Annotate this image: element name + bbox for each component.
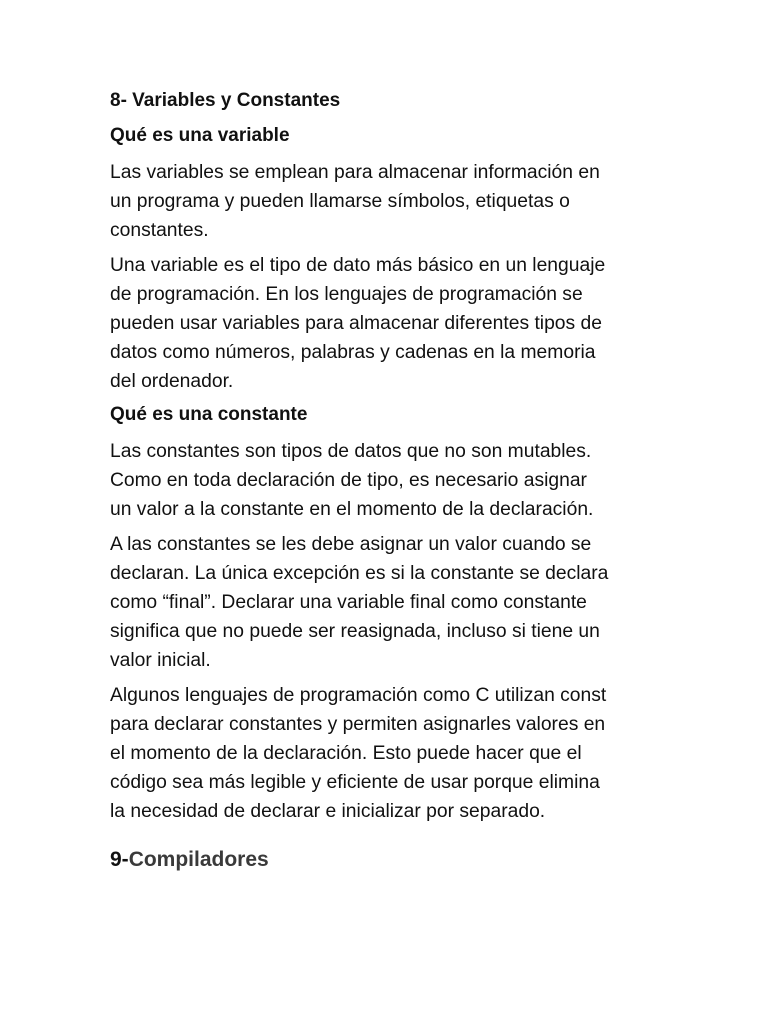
document-page [110, 88, 670, 874]
paragraph-line: Como en toda declaración de tipo, es necesario asignar [110, 470, 587, 491]
paragraph-line: para declarar constantes y permiten asignarles valores en [110, 714, 606, 735]
paragraph-line: un programa y pueden llamarse símbolos, etiquetas o [110, 191, 570, 212]
subheading-que-es-constante: Qué es una constante [110, 404, 308, 425]
paragraph-line: la necesidad de declarar e inicializar por separado. [110, 801, 546, 822]
paragraph-constante-3 [110, 681, 670, 826]
section-number: 9- [110, 848, 129, 871]
paragraph-line: como “final”. Declarar una variable final como constante [110, 592, 587, 613]
section-heading-variables-constantes: 8- Variables y Constantes [110, 90, 341, 111]
paragraph-line: constantes. [110, 220, 209, 241]
paragraph-line: Una variable es el tipo de dato más básico en un lenguaje [110, 255, 606, 276]
paragraph-line: Algunos lenguajes de programación como C utilizan const [110, 685, 607, 706]
paragraph-variable-1 [110, 158, 670, 245]
paragraph-line: de programación. En los lenguajes de programación se [110, 284, 583, 305]
paragraph-line: código sea más legible y eficiente de usar porque elimina [110, 772, 600, 793]
paragraph-line: Las constantes son tipos de datos que no son mutables. [110, 441, 592, 462]
paragraph-constante-1 [110, 437, 670, 524]
paragraph-line: del ordenador. [110, 371, 234, 392]
paragraph-line: A las constantes se les debe asignar un valor cuando se [110, 534, 592, 555]
paragraph-line: declaran. La única excepción es si la constante se declara [110, 563, 609, 584]
paragraph-line: datos como números, palabras y cadenas en la memoria [110, 342, 596, 363]
paragraph-line: pueden usar variables para almacenar diferentes tipos de [110, 313, 602, 334]
paragraph-line: Las variables se emplean para almacenar información en [110, 162, 600, 183]
paragraph-line: el momento de la declaración. Esto puede hacer que el [110, 743, 582, 764]
paragraph-line: un valor a la constante en el momento de la declaración. [110, 499, 594, 520]
paragraph-variable-2 [110, 251, 670, 396]
paragraph-line: significa que no puede ser reasignada, incluso si tiene un [110, 621, 600, 642]
subheading-que-es-variable: Qué es una variable [110, 125, 290, 146]
paragraph-constante-2 [110, 530, 670, 675]
section-title-text: Compiladores [128, 848, 269, 871]
paragraph-line: valor inicial. [110, 650, 211, 671]
section-heading-compiladores [110, 846, 670, 874]
